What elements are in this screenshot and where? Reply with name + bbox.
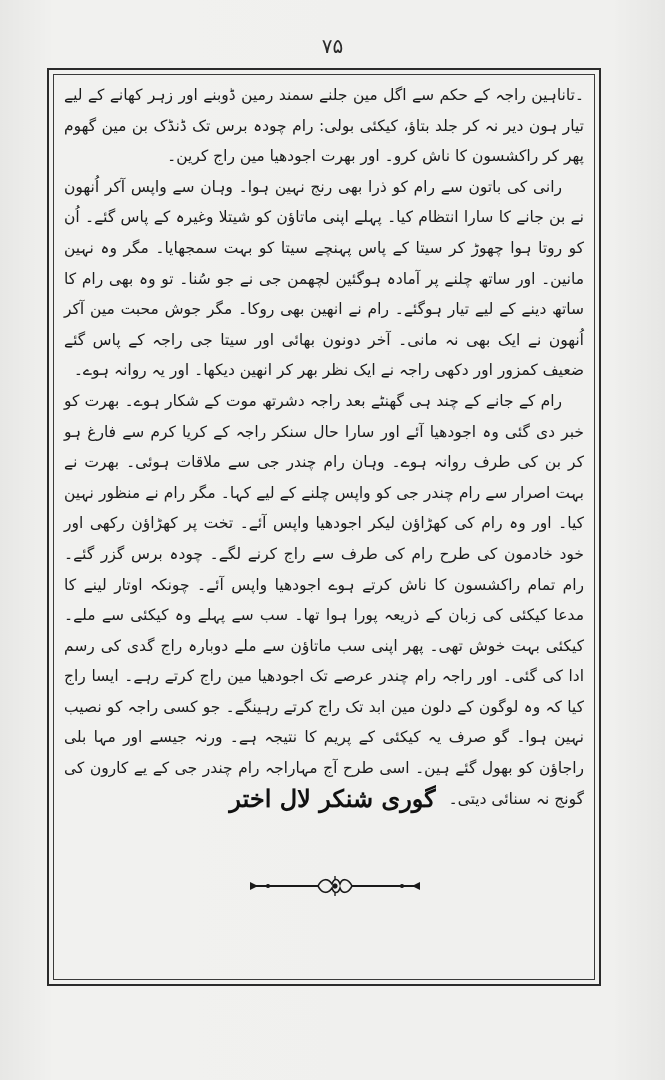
paragraph-3: رام کے جانے کے چند ہی گھنٹے بعد راجہ دشرتھ موت کے شکار ہوے۔ بھرت کو خبر دی گئی وہ اجودھیا آئے اور سارا حال سنکر راجہ کے کریا کرم سے فارغ ہو کر بن کی طرف روانہ ہوے۔ وہان رام چندر جی سے ملاقات ہوئی۔ بھرت نے بہت اصرار سے رام چندر جی کو واپس چلنے کے لیے کہا۔ مگر رام نے منظور نہین کیا۔ اور وہ رام کی کھڑاؤن لیکر اجودھیا واپس آئے۔ تخت پر کھڑاؤن رکھی اور خود خادمون کی طرح رام کی طرف سے راج کرنے لگے۔ چودہ برس گزر گئے۔ رام تمام راکشسون کا ناش کرتے ہوے اجودھیا واپس آئے۔ چونکہ اوتار لینے کا مدعا کیکئی کی زبان کے ذریعہ پورا ہوا تھا۔ سب سے پہلے وہ کیکئی سے ملے۔ کیکئی بہت خوش تھی۔ پھر اپنی سب ماتاؤن سے ملے دوبارہ راج گدی کی رسم ادا کی گئی۔ اور راجہ رام چندر عرصے تک اجودھیا مین راج کرتے رہے۔ ایسا راج کیا کہ وہ لوگون کے دلون مین ابد تک راج کرتے رہینگے۔ جو کسی راجہ کو نصیب نہین ہوا۔ گو صرف یہ کیکئی کے پریم کا نتیجہ ہے۔ ورنہ جیسے اور مہا بلی راجاؤن کو بھول گئے ہین۔ اسی طرح آج مہاراجہ رام چندر جی کے یے کارون کی گونج نہ سنائی دیتی۔ (64, 391, 584, 808)
urdu-text-body (64, 80, 584, 814)
decorative-ornament-divider (248, 874, 422, 898)
paragraph-2: رانی کی باتون سے رام کو ذرا بھی رنج نہین ہوا۔ وہان سے واپس آکر اُنھون نے بن جانے کا سارا انتظام کیا۔ پہلے اپنی ماتاؤن کو شیتلا وغیرہ کے پاس گئے۔ اُن کو روتا ہوا چھوڑ کر سیتا کے پاس پہنچے سیتا کو بہت سمجھایا۔ مگر وہ نہین مانین۔ اور ساتھ چلنے پر آمادہ ہوگئین لچھمن جی نے جو سُنا۔ تو وہ بھی رام کا ساتھ دینے کے لیے تیار ہوگئے۔ رام نے انھین بھی روکا۔ مگر جوش محبت مین آکر اُنھون نے ایک بھی نہ مانی۔ آخر دونون بھائی اور سیتا جی راجہ کے پاس گئے ضعیف کمزور اور دکھی راجہ نے ایک نظر بھر کر انھین دیکھا۔ اور یہ روانہ ہوے۔ (64, 177, 584, 380)
page-number: ۷۵ (321, 34, 344, 58)
paragraph-1: ۔تاناہین راجہ کے حکم سے اگل مین جلنے سمند رمین ڈوبنے اور زہر کھانے کے لیے تیار ہون دیر نہ کر جلد بتاؤ، کیکئی بولی: رام چودہ برس تک ڈنڈک بن مین گھوم پھر کر راکشسون کا ناش کرو۔ اور بھرت اجودھیا مین راج کرین۔ (64, 86, 584, 166)
author-signature: گوری شنکر لال اختر (229, 784, 436, 813)
